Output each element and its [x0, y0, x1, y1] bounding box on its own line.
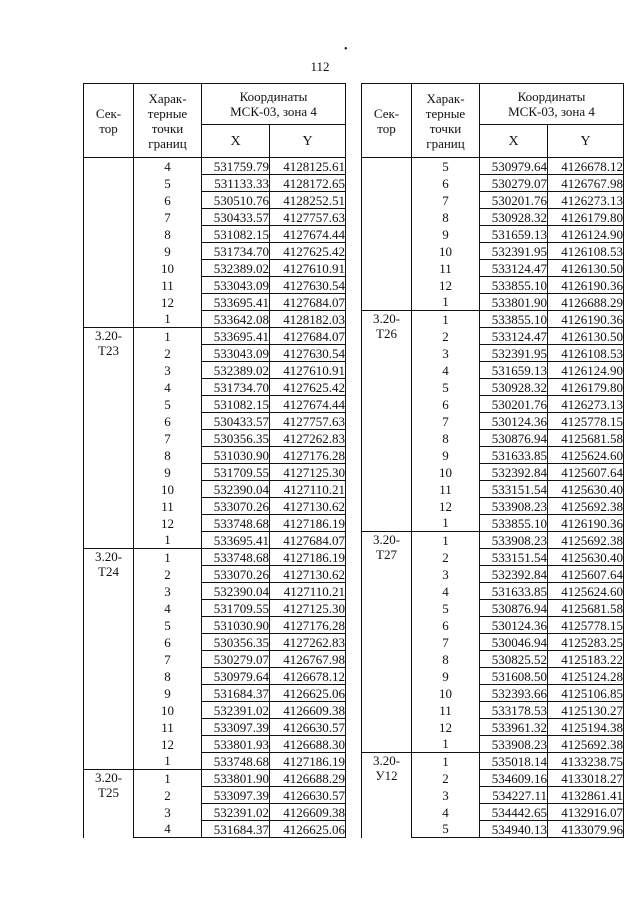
point-cell: 6	[134, 192, 202, 209]
x-cell: 533748.68	[202, 753, 270, 770]
table-row	[84, 549, 346, 566]
header-points: Харак- терные точки границ	[412, 84, 480, 158]
x-cell: 533748.68	[202, 515, 270, 532]
y-cell: 4132916.07	[548, 804, 624, 821]
y-cell: 4126625.06	[270, 685, 346, 702]
y-cell: 4127610.91	[270, 260, 346, 277]
table-row	[84, 328, 346, 345]
x-cell: 531030.90	[202, 617, 270, 634]
coordinates-table-right	[361, 83, 624, 838]
point-cell: 12	[134, 515, 202, 532]
point-cell: 1	[134, 532, 202, 549]
y-cell: 4127262.83	[270, 634, 346, 651]
point-cell: 8	[412, 430, 480, 447]
point-cell: 9	[412, 226, 480, 243]
y-cell: 4125607.64	[548, 566, 624, 583]
x-cell: 533097.39	[202, 719, 270, 736]
x-cell: 534442.65	[480, 804, 548, 821]
point-cell: 2	[412, 328, 480, 345]
x-cell: 530356.35	[202, 430, 270, 447]
y-cell: 4125124.28	[548, 668, 624, 685]
y-cell: 4126190.36	[548, 515, 624, 532]
y-cell: 4133238.75	[548, 753, 624, 770]
y-cell: 4126130.50	[548, 328, 624, 345]
sector-cell: 3.20- Т23	[84, 328, 134, 549]
point-cell: 5	[134, 617, 202, 634]
y-cell: 4127110.21	[270, 481, 346, 498]
x-cell: 531734.70	[202, 379, 270, 396]
point-cell: 1	[134, 549, 202, 566]
point-cell: 4	[412, 362, 480, 379]
point-cell: 7	[134, 651, 202, 668]
x-cell: 530876.94	[480, 430, 548, 447]
x-cell: 533642.08	[202, 311, 270, 328]
x-cell: 533151.54	[480, 549, 548, 566]
y-cell: 4125778.15	[548, 413, 624, 430]
x-cell: 533908.23	[480, 736, 548, 753]
x-cell: 533801.90	[202, 770, 270, 787]
point-cell: 7	[412, 413, 480, 430]
sector-cell	[84, 158, 134, 328]
x-cell: 533043.09	[202, 345, 270, 362]
y-cell: 4128125.61	[270, 158, 346, 175]
y-cell: 4127757.63	[270, 209, 346, 226]
y-cell: 4127262.83	[270, 430, 346, 447]
point-cell: 2	[412, 549, 480, 566]
y-cell: 4126124.90	[548, 226, 624, 243]
x-cell: 530928.32	[480, 209, 548, 226]
y-cell: 4127630.54	[270, 345, 346, 362]
header-y: Y	[548, 125, 624, 158]
point-cell: 11	[134, 277, 202, 294]
x-cell: 530046.94	[480, 634, 548, 651]
y-cell: 4127125.30	[270, 600, 346, 617]
y-cell: 4127757.63	[270, 413, 346, 430]
point-cell: 12	[412, 498, 480, 515]
sector-cell: 3.20- Т24	[84, 549, 134, 770]
x-cell: 533801.90	[480, 294, 548, 311]
table-row	[84, 158, 346, 175]
table-row	[362, 311, 624, 328]
point-cell: 4	[134, 821, 202, 838]
point-cell: 7	[134, 209, 202, 226]
point-cell: 3	[134, 583, 202, 600]
point-cell: 2	[134, 566, 202, 583]
point-cell: 8	[134, 447, 202, 464]
point-cell: 5	[412, 821, 480, 838]
point-cell: 8	[412, 209, 480, 226]
x-cell: 533070.26	[202, 498, 270, 515]
y-cell: 4125194.38	[548, 719, 624, 736]
y-cell: 4125692.38	[548, 498, 624, 515]
page-mark: •	[344, 44, 348, 55]
x-cell: 534609.16	[480, 770, 548, 787]
y-cell: 4126179.80	[548, 209, 624, 226]
point-cell: 1	[412, 515, 480, 532]
y-cell: 4125692.38	[548, 532, 624, 549]
point-cell: 2	[412, 770, 480, 787]
y-cell: 4126688.29	[548, 294, 624, 311]
point-cell: 3	[412, 566, 480, 583]
point-cell: 1	[412, 294, 480, 311]
y-cell: 4126108.53	[548, 345, 624, 362]
y-cell: 4133018.27	[548, 770, 624, 787]
header-sector: Сек- тор	[362, 84, 412, 158]
point-cell: 10	[412, 685, 480, 702]
point-cell: 1	[412, 736, 480, 753]
x-cell: 531684.37	[202, 821, 270, 838]
x-cell: 533178.53	[480, 702, 548, 719]
y-cell: 4125624.60	[548, 447, 624, 464]
x-cell: 532392.84	[480, 464, 548, 481]
x-cell: 530433.57	[202, 413, 270, 430]
y-cell: 4127610.91	[270, 362, 346, 379]
x-cell: 530979.64	[480, 158, 548, 175]
x-cell: 530979.64	[202, 668, 270, 685]
x-cell: 533748.68	[202, 549, 270, 566]
point-cell: 3	[412, 787, 480, 804]
y-cell: 4125183.22	[548, 651, 624, 668]
point-cell: 7	[134, 430, 202, 447]
point-cell: 8	[134, 226, 202, 243]
header-sector: Сек- тор	[84, 84, 134, 158]
point-cell: 11	[134, 719, 202, 736]
point-cell: 6	[134, 634, 202, 651]
point-cell: 10	[134, 260, 202, 277]
y-cell: 4126273.13	[548, 396, 624, 413]
y-cell: 4127130.62	[270, 498, 346, 515]
x-cell: 531082.15	[202, 396, 270, 413]
point-cell: 6	[412, 396, 480, 413]
y-cell: 4125607.64	[548, 464, 624, 481]
x-cell: 531684.37	[202, 685, 270, 702]
x-cell: 531759.79	[202, 158, 270, 175]
point-cell: 8	[412, 651, 480, 668]
x-cell: 532391.95	[480, 243, 548, 260]
y-cell: 4126190.36	[548, 311, 624, 328]
y-cell: 4126179.80	[548, 379, 624, 396]
point-cell: 1	[134, 328, 202, 345]
point-cell: 2	[134, 345, 202, 362]
x-cell: 530928.32	[480, 379, 548, 396]
header-points: Харак- терные точки границ	[134, 84, 202, 158]
point-cell: 1	[134, 311, 202, 328]
y-cell: 4128172.65	[270, 175, 346, 192]
y-cell: 4126273.13	[548, 192, 624, 209]
y-cell: 4125778.15	[548, 617, 624, 634]
point-cell: 5	[134, 175, 202, 192]
y-cell: 4127176.28	[270, 617, 346, 634]
y-cell: 4132861.41	[548, 787, 624, 804]
table-row	[362, 532, 624, 549]
y-cell: 4128252.51	[270, 192, 346, 209]
header-x: X	[480, 125, 548, 158]
y-cell: 4126609.38	[270, 702, 346, 719]
point-cell: 6	[134, 413, 202, 430]
y-cell: 4126678.12	[548, 158, 624, 175]
x-cell: 530825.52	[480, 651, 548, 668]
x-cell: 535018.14	[480, 753, 548, 770]
x-cell: 531633.85	[480, 583, 548, 600]
sector-cell: 3.20- У12	[362, 753, 412, 838]
header-coordinates: Координаты МСК-03, зона 4	[202, 84, 346, 125]
x-cell: 532391.02	[202, 804, 270, 821]
point-cell: 9	[134, 685, 202, 702]
point-cell: 1	[412, 532, 480, 549]
x-cell: 531082.15	[202, 226, 270, 243]
point-cell: 3	[412, 345, 480, 362]
y-cell: 4127674.44	[270, 396, 346, 413]
x-cell: 532392.84	[480, 566, 548, 583]
point-cell: 4	[412, 583, 480, 600]
point-cell: 6	[412, 175, 480, 192]
point-cell: 10	[412, 464, 480, 481]
x-cell: 532389.02	[202, 362, 270, 379]
point-cell: 12	[134, 736, 202, 753]
point-cell: 4	[412, 804, 480, 821]
coordinates-table-left	[83, 83, 346, 838]
header-x: X	[202, 125, 270, 158]
y-cell: 4125692.38	[548, 736, 624, 753]
x-cell: 533070.26	[202, 566, 270, 583]
point-cell: 9	[134, 464, 202, 481]
point-cell: 6	[412, 617, 480, 634]
y-cell: 4127684.07	[270, 294, 346, 311]
y-cell: 4127110.21	[270, 583, 346, 600]
sector-cell: 3.20- Т25	[84, 770, 134, 838]
point-cell: 9	[134, 243, 202, 260]
y-cell: 4127125.30	[270, 464, 346, 481]
point-cell: 5	[412, 600, 480, 617]
point-cell: 3	[134, 804, 202, 821]
y-cell: 4126688.29	[270, 770, 346, 787]
x-cell: 532389.02	[202, 260, 270, 277]
point-cell: 12	[412, 719, 480, 736]
x-cell: 533801.93	[202, 736, 270, 753]
x-cell: 530201.76	[480, 396, 548, 413]
x-cell: 532390.04	[202, 583, 270, 600]
header-coordinates: Координаты МСК-03, зона 4	[480, 84, 624, 125]
y-cell: 4126767.98	[270, 651, 346, 668]
x-cell: 530876.94	[480, 600, 548, 617]
table-row	[362, 158, 624, 175]
y-cell: 4127684.07	[270, 328, 346, 345]
point-cell: 7	[412, 634, 480, 651]
table-row	[362, 753, 624, 770]
x-cell: 531659.13	[480, 226, 548, 243]
sector-cell	[362, 158, 412, 311]
y-cell: 4133079.96	[548, 821, 624, 838]
x-cell: 530279.07	[480, 175, 548, 192]
x-cell: 532390.04	[202, 481, 270, 498]
point-cell: 10	[412, 243, 480, 260]
point-cell: 11	[134, 498, 202, 515]
x-cell: 530510.76	[202, 192, 270, 209]
point-cell: 9	[412, 447, 480, 464]
point-cell: 1	[134, 753, 202, 770]
x-cell: 534227.11	[480, 787, 548, 804]
x-cell: 531133.33	[202, 175, 270, 192]
y-cell: 4126130.50	[548, 260, 624, 277]
y-cell: 4127186.19	[270, 515, 346, 532]
x-cell: 531659.13	[480, 362, 548, 379]
x-cell: 532393.66	[480, 685, 548, 702]
x-cell: 533961.32	[480, 719, 548, 736]
x-cell: 533855.10	[480, 515, 548, 532]
y-cell: 4126767.98	[548, 175, 624, 192]
y-cell: 4126688.30	[270, 736, 346, 753]
y-cell: 4127674.44	[270, 226, 346, 243]
point-cell: 12	[412, 277, 480, 294]
point-cell: 4	[134, 158, 202, 175]
point-cell: 1	[412, 753, 480, 770]
point-cell: 9	[412, 668, 480, 685]
y-cell: 4127176.28	[270, 447, 346, 464]
x-cell: 534940.13	[480, 821, 548, 838]
x-cell: 531030.90	[202, 447, 270, 464]
x-cell: 531709.55	[202, 464, 270, 481]
point-cell: 10	[134, 481, 202, 498]
y-cell: 4125106.85	[548, 685, 624, 702]
x-cell: 530124.36	[480, 617, 548, 634]
y-cell: 4126609.38	[270, 804, 346, 821]
point-cell: 3	[134, 362, 202, 379]
y-cell: 4128182.03	[270, 311, 346, 328]
x-cell: 531709.55	[202, 600, 270, 617]
y-cell: 4125681.58	[548, 600, 624, 617]
x-cell: 533097.39	[202, 787, 270, 804]
point-cell: 5	[412, 158, 480, 175]
x-cell: 533151.54	[480, 481, 548, 498]
x-cell: 533124.47	[480, 328, 548, 345]
point-cell: 1	[412, 311, 480, 328]
point-cell: 7	[412, 192, 480, 209]
x-cell: 530124.36	[480, 413, 548, 430]
point-cell: 11	[412, 702, 480, 719]
y-cell: 4126630.57	[270, 787, 346, 804]
point-cell: 4	[134, 600, 202, 617]
y-cell: 4126678.12	[270, 668, 346, 685]
y-cell: 4126190.36	[548, 277, 624, 294]
y-cell: 4126124.90	[548, 362, 624, 379]
x-cell: 530279.07	[202, 651, 270, 668]
y-cell: 4126625.06	[270, 821, 346, 838]
x-cell: 531633.85	[480, 447, 548, 464]
x-cell: 533695.41	[202, 328, 270, 345]
point-cell: 1	[134, 770, 202, 787]
y-cell: 4125630.40	[548, 481, 624, 498]
x-cell: 532391.95	[480, 345, 548, 362]
x-cell: 533908.23	[480, 532, 548, 549]
point-cell: 5	[412, 379, 480, 396]
y-cell: 4127186.19	[270, 549, 346, 566]
y-cell: 4127186.19	[270, 753, 346, 770]
point-cell: 8	[134, 668, 202, 685]
point-cell: 2	[134, 787, 202, 804]
point-cell: 11	[412, 481, 480, 498]
x-cell: 533043.09	[202, 277, 270, 294]
y-cell: 4125624.60	[548, 583, 624, 600]
y-cell: 4126630.57	[270, 719, 346, 736]
x-cell: 533855.10	[480, 277, 548, 294]
point-cell: 5	[134, 396, 202, 413]
y-cell: 4127625.42	[270, 379, 346, 396]
y-cell: 4125283.25	[548, 634, 624, 651]
sector-cell: 3.20- Т27	[362, 532, 412, 753]
point-cell: 11	[412, 260, 480, 277]
point-cell: 10	[134, 702, 202, 719]
x-cell: 530433.57	[202, 209, 270, 226]
y-cell: 4125630.40	[548, 549, 624, 566]
y-cell: 4125130.27	[548, 702, 624, 719]
table-row	[84, 770, 346, 787]
x-cell: 533908.23	[480, 498, 548, 515]
point-cell: 12	[134, 294, 202, 311]
x-cell: 531608.50	[480, 668, 548, 685]
sector-cell: 3.20- Т26	[362, 311, 412, 532]
y-cell: 4125681.58	[548, 430, 624, 447]
header-y: Y	[270, 125, 346, 158]
x-cell: 533124.47	[480, 260, 548, 277]
x-cell: 530201.76	[480, 192, 548, 209]
page-number: 112	[310, 59, 330, 74]
x-cell: 532391.02	[202, 702, 270, 719]
x-cell: 533695.41	[202, 532, 270, 549]
y-cell: 4126108.53	[548, 243, 624, 260]
point-cell: 4	[134, 379, 202, 396]
x-cell: 531734.70	[202, 243, 270, 260]
y-cell: 4127130.62	[270, 566, 346, 583]
x-cell: 533695.41	[202, 294, 270, 311]
x-cell: 530356.35	[202, 634, 270, 651]
y-cell: 4127630.54	[270, 277, 346, 294]
x-cell: 533855.10	[480, 311, 548, 328]
y-cell: 4127625.42	[270, 243, 346, 260]
y-cell: 4127684.07	[270, 532, 346, 549]
